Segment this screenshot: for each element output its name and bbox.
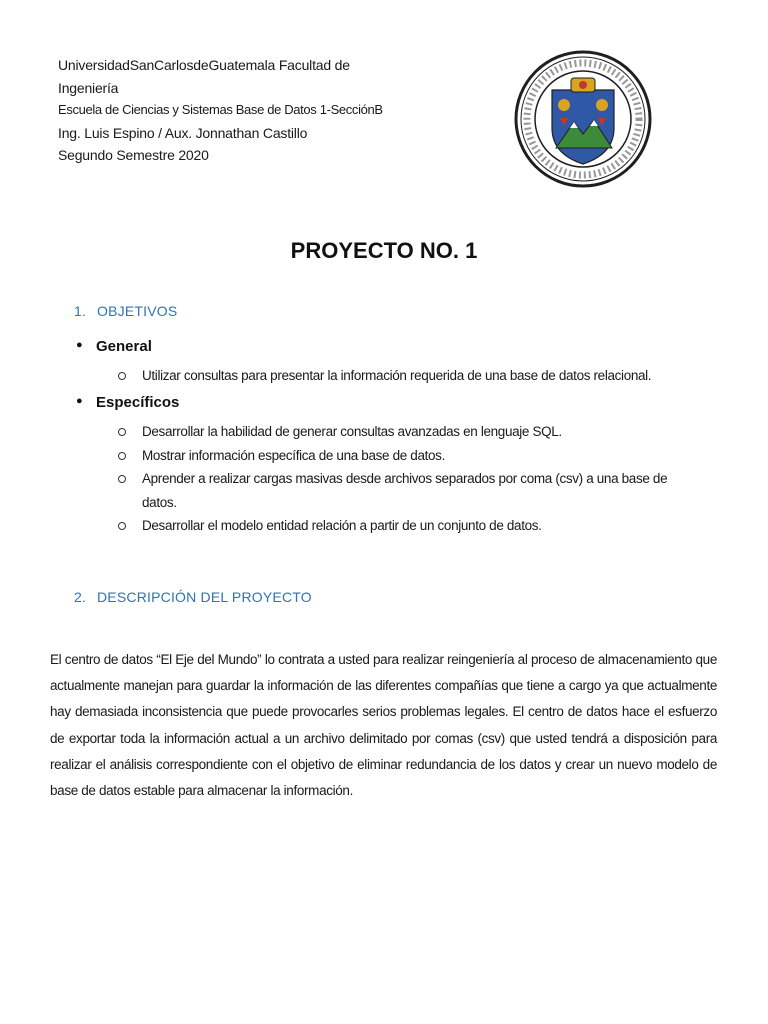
bullet-label: General <box>96 338 152 355</box>
list-item: Mostrar información específica de una base de datos. <box>118 444 703 468</box>
general-list <box>118 364 708 388</box>
list-item: Desarrollar el modelo entidad relación a partir de un conjunto de datos. <box>118 514 703 538</box>
circle-bullet-icon <box>118 372 126 380</box>
section-title: OBJETIVOS <box>97 303 178 319</box>
header-university: UniversidadSanCarlosdeGuatemala Facultad de <box>58 57 350 73</box>
header-faculty: Ingeniería <box>58 79 119 96</box>
bullet-label: Específicos <box>96 394 180 411</box>
especificos-list <box>118 420 703 538</box>
page-title: PROYECTO NO. 1 <box>290 238 478 263</box>
description-paragraph: El centro de datos “El Eje del Mundo” lo contrata a usted para realizar reingeniería al proceso de almacenamiento que actualmente manejan para guardar la información de las diferentes compañías que tiene a cargo ya que actualmente hay demasiada inconsistencia que puede provocarles serios problemas legales. El centro de datos hace el esfuerzo de exportar toda la información actual a un archivo delimitado por comas (csv) que usted tendrá a disposición para realizar el análisis correspondiente con el objetivo de eliminar redundancia de los datos y crear un nuevo modelo de base de datos estable para almacenar la información. <box>50 652 717 799</box>
section-number: 2. <box>74 589 87 605</box>
circle-bullet-icon <box>118 428 126 436</box>
university-seal-icon <box>514 50 652 188</box>
list-item: Aprender a realizar cargas masivas desde archivos separados por coma (csv) a una base de datos. <box>118 467 703 514</box>
list-item: Desarrollar la habilidad de generar consultas avanzadas en lenguaje SQL. <box>118 420 703 444</box>
circle-bullet-icon <box>118 452 126 460</box>
section-heading-descripcion <box>74 589 312 605</box>
header-school-course: Escuela de Ciencias y Sistemas Base de Datos 1-SecciónB <box>58 102 383 117</box>
bullet-dot-icon: ● <box>76 339 83 352</box>
section-number: 1. <box>74 303 87 319</box>
list-item: Utilizar consultas para presentar la información requerida de una base de datos relacional. <box>118 364 708 388</box>
header-instructors: Ing. Luis Espino / Aux. Jonnathan Castillo <box>58 124 308 141</box>
circle-bullet-icon <box>118 475 126 483</box>
bullet-general <box>76 338 152 355</box>
header-block <box>58 54 498 167</box>
bullet-especificos <box>76 394 179 411</box>
section-title: DESCRIPCIÓN DEL PROYECTO <box>97 589 312 605</box>
section-heading-objetivos <box>74 303 177 319</box>
circle-bullet-icon <box>118 522 126 530</box>
header-semester: Segundo Semestre 2020 <box>58 147 209 163</box>
bullet-dot-icon: ● <box>76 395 83 408</box>
